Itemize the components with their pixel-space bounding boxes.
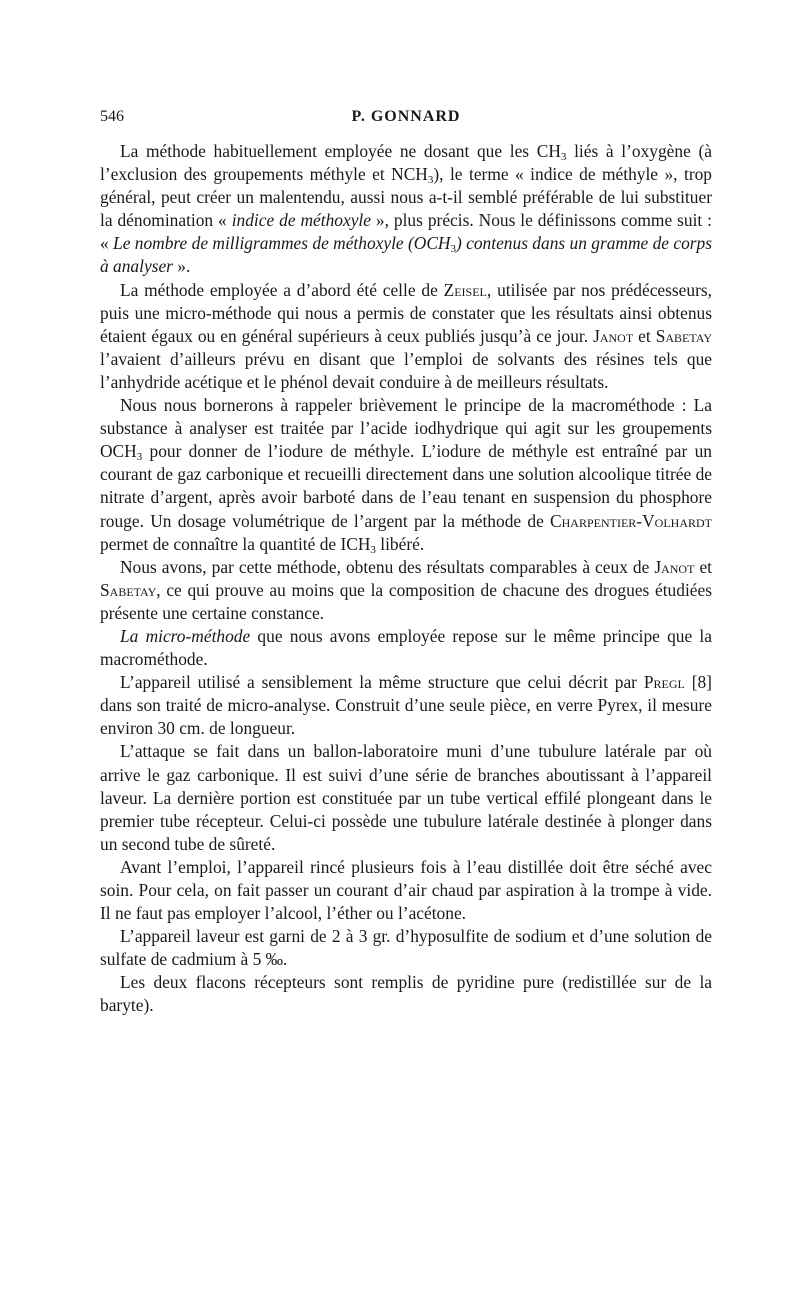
italic-definition: ) contenus dans un gramme de corps à analyser [100, 233, 713, 277]
paragraph-2 [100, 279, 712, 394]
paragraph-9 [100, 925, 712, 971]
author-name: Charpentier-Volhardt [550, 510, 712, 531]
author-name: Sabetay [655, 325, 712, 346]
author-name: Sabetay [100, 579, 157, 600]
text-run: L’attaque se fait dans un ballon-laboratoire muni d’une tubulure latérale par où arrive le gaz carbonique. Il est suivi d’une série de branches aboutissant à l’appareil laveur. La dernière portion est constituée par un tube vertical effilé plongeant dans le premier tube récepteur. Celui-ci possède une tubulure latérale destinée à plonger dans un second tube de sûreté. [100, 741, 712, 854]
text-run: ), le terme « indice de méthyle », trop général, peut créer un malentendu, aussi nous a-t-il semblé préférable de lui substituer la dénomination « [100, 164, 713, 231]
text-run: Nous nous bornerons à rappeler brièvement le principe de la macrométhode : La substance à analyser est traitée par l’acide iodhydrique qui agit sur les groupements OCH [100, 395, 712, 462]
italic-term: indice de méthoxyle [231, 210, 371, 231]
author-name: Janot [593, 325, 634, 346]
author-name: Zeisel [443, 279, 487, 300]
running-head: P. GONNARD [351, 108, 461, 125]
text-run: ». [172, 256, 191, 277]
text-run: l’avaient d’ailleurs prévu en disant que l’emploi de solvants des résines tels que l’anhydride acétique et le phénol devait conduire à de meilleurs résultats. [100, 348, 712, 392]
paragraph-1 [100, 140, 712, 279]
page [100, 108, 712, 1018]
page-header [100, 108, 712, 132]
text-run: L’appareil laveur est garni de 2 à 3 gr. d’hyposulfite de sodium et d’une solution de sulfate de cadmium à 5 ‰. [100, 926, 712, 970]
text-run: La méthode habituellement employée ne dosant que les CH [120, 141, 561, 161]
text-run: Nous avons, par cette méthode, obtenu des résultats comparables à ceux de [120, 556, 655, 577]
subscript: 3 [136, 451, 143, 464]
page-number: 546 [100, 108, 124, 125]
text-run: », plus précis. Nous le définissons comme suit : « [100, 210, 713, 254]
body-text [100, 140, 712, 1018]
text-run: pour donner de l’iodure de méthyle. L’iodure de méthyle est entraîné par un courant de gaz carbonique et recueilli directement dans une solution alcoolique titrée de nitrate d’argent, après avoir barboté dans de l’eau tenant en suspension du phosphore rouge. Un dosage volumétrique de l’argent par la méthode de [100, 441, 712, 531]
text-run: L’appareil utilisé a sensiblement la même structure que celui décrit par [120, 672, 644, 693]
italic-term: La micro-méthode [120, 625, 251, 646]
text-run: liés à l’oxygène (à l’exclusion des groupements méthyle et NCH [100, 141, 712, 185]
text-run: Les deux flacons récepteurs sont remplis de pyridine pure (redistillée sur de la baryte). [100, 972, 712, 1016]
subscript: 3 [450, 243, 456, 256]
text-run: libéré. [375, 533, 425, 554]
text-run: [8] dans son traité de micro-analyse. Construit d’une seule pièce, en verre Pyrex, il mesure environ 30 cm. de longueur. [100, 672, 712, 739]
author-name: Pregl [643, 672, 685, 693]
text-run: Avant l’emploi, l’appareil rincé plusieurs fois à l’eau distillée doit être séché avec soin. Pour cela, on fait passer un courant d’air chaud par aspiration à la trompe à vide. Il ne faut pas employer l’alcool, l’éther ou l’acétone. [100, 856, 712, 924]
text-run: , ce qui prouve au moins que la composition de chacune des drogues étudiées présente une certaine constance. [100, 579, 712, 623]
paragraph-8 [100, 856, 712, 925]
paragraph-7 [100, 740, 712, 855]
text-run: La méthode employée a d’abord été celle de [120, 279, 444, 300]
paragraph-10 [100, 971, 712, 1017]
text-run: et [694, 556, 712, 577]
paragraph-5 [100, 625, 712, 671]
subscript: 3 [427, 174, 434, 187]
text-run: permet de connaître la quantité de ICH [100, 533, 371, 554]
text-run: que nous avons employée repose sur le même principe que la macrométhode. [100, 625, 712, 670]
author-name: Janot [654, 556, 695, 577]
paragraph-6 [100, 671, 712, 740]
subscript: 3 [560, 151, 567, 163]
text-run: et [633, 325, 656, 346]
subscript: 3 [370, 543, 376, 556]
paragraph-3 [100, 394, 712, 556]
text-run: , utilisée par nos prédécesseurs, puis une micro-méthode qui nous a permis de constater que les résultats ainsi obtenus étaient égaux ou en général supérieurs à ceux publiés jusqu’à ce jour. [100, 279, 712, 346]
paragraph-4 [100, 556, 712, 625]
italic-definition: Le nombre de milligrammes de méthoxyle (OCH [113, 233, 451, 254]
